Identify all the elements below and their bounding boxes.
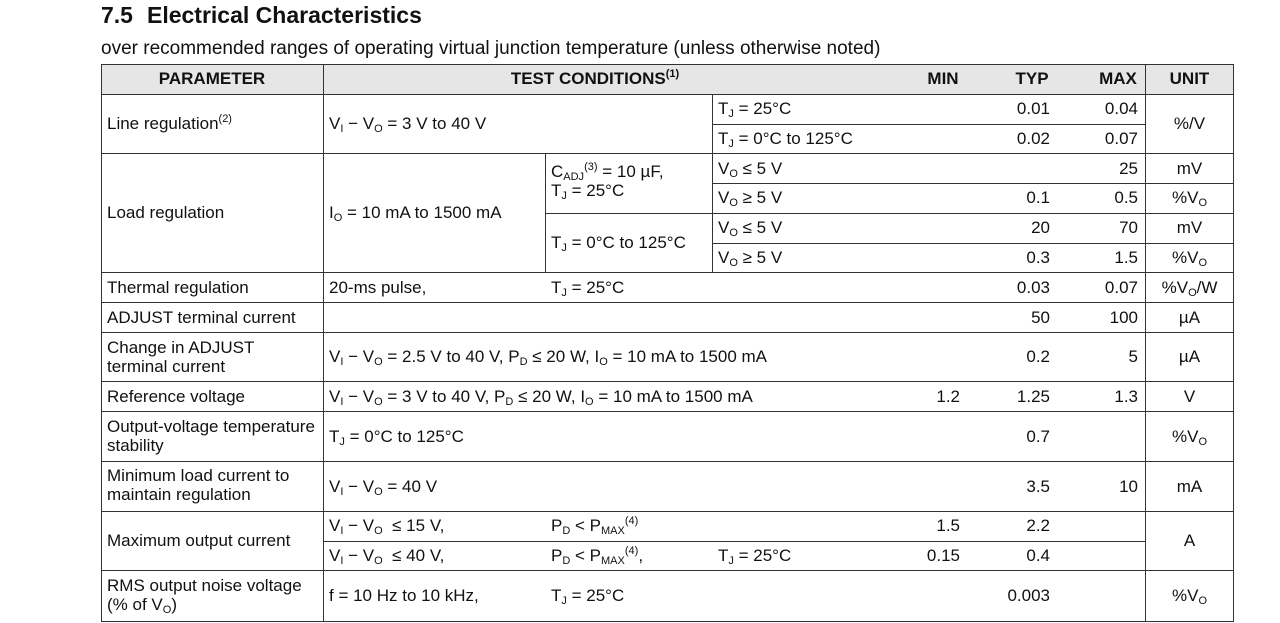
typ-thermal: 0.03 xyxy=(1016,278,1050,297)
cond-load-tj-range: $T_J = 0^\circ C$ to 125°C xyxy=(551,233,686,254)
unit-min-load: mA xyxy=(1176,477,1203,496)
unit-reference-voltage: V xyxy=(1183,387,1196,406)
max-min-load: 10 xyxy=(1119,477,1138,496)
unit-temp-stability: $\%V_O$ xyxy=(1171,427,1208,448)
cond-thermal-tj: $T_J = 25^\circ C$ xyxy=(551,278,625,299)
cond-min-load: $V_I - V_O = 40$ V xyxy=(329,477,438,498)
typ-load-2: 0.1 xyxy=(1026,188,1050,207)
cond-max-out-1b: $P_D < P_{MAX}^{(4)}$ xyxy=(551,515,639,537)
cond-max-out-2a: $V_I - V_O \le 40$ V, xyxy=(329,546,445,567)
cond-load-vo-ge5-a: $V_O \ge 5$ V xyxy=(718,188,783,209)
typ-line-reg-2: 0.02 xyxy=(1016,129,1050,148)
typ-adjust-current: 50 xyxy=(1031,308,1050,327)
typ-change-adjust: 0.2 xyxy=(1026,347,1050,366)
max-load-3: 70 xyxy=(1119,218,1138,237)
param-change-adjust: Change in ADJUST terminal current xyxy=(107,338,255,376)
typ-line-reg-1: 0.01 xyxy=(1016,99,1050,118)
cond-max-out-2b: $P_D < P_{MAX}^{(4)}$, xyxy=(551,545,644,567)
header-test-conditions xyxy=(323,69,867,89)
cond-rms-tj: $T_J = 25^\circ C$ xyxy=(551,586,625,607)
section-title-text: Electrical Characteristics xyxy=(146,2,422,28)
min-max-out-2: 0.15 xyxy=(926,546,960,565)
cond-load-regulation: $I_O = 10$ mA to 1500 mA xyxy=(329,203,502,224)
unit-load-4: $\%V_O$ xyxy=(1171,248,1208,269)
cond-load-cadj: $C_{ADJ}^{(3)} = 10$ µF, $T_J = 25^\circ C$ xyxy=(551,161,664,202)
cond-rms-freq: f = 10 Hz to 10 kHz, xyxy=(329,586,479,605)
cond-change-adjust: $V_I - V_O = 2.5$ V to 40 V, $P_D \le 20$ W, $I_O = 10$ mA to 1500 mA xyxy=(329,347,768,368)
header-typ: TYP xyxy=(1015,69,1049,88)
cond-load-vo-le5-a: $V_O \le 5$ V xyxy=(718,159,783,180)
typ-reference-voltage: 1.25 xyxy=(1016,387,1050,406)
unit-thermal: $\%V_O/W$ xyxy=(1161,278,1218,299)
max-line-reg-1: 0.04 xyxy=(1104,99,1138,118)
header-unit: UNIT xyxy=(1169,69,1210,88)
table-subtitle: over recommended ranges of operating virtual junction temperature (unless otherwise noted) xyxy=(101,38,881,59)
param-thermal-regulation: Thermal regulation xyxy=(107,278,249,297)
cond-load-vo-le5-b: $V_O \le 5$ V xyxy=(718,218,783,239)
cond-max-out-2c: $T_J = 25^\circ C$ xyxy=(718,546,792,567)
unit-line-reg: %/V xyxy=(1173,114,1206,133)
param-adjust-current: ADJUST terminal current xyxy=(107,308,296,327)
cond-line-reg-tj-range: $T_J = 0^\circ C$ to 125°C xyxy=(718,129,853,150)
typ-temp-stability: 0.7 xyxy=(1026,427,1050,446)
header-test-conditions-note: (1) xyxy=(665,68,680,80)
param-max-output: Maximum output current xyxy=(107,531,291,550)
cond-thermal-pulse: 20-ms pulse, xyxy=(329,278,427,297)
max-reference-voltage: 1.3 xyxy=(1114,387,1138,406)
typ-max-out-2: 0.4 xyxy=(1026,546,1050,565)
unit-rms-noise: $\%V_O$ xyxy=(1171,586,1208,607)
typ-load-3: 20 xyxy=(1031,218,1050,237)
unit-max-output: A xyxy=(1183,531,1196,550)
param-temp-stability: Output-voltage temperature stability xyxy=(107,417,315,455)
typ-min-load: 3.5 xyxy=(1026,477,1050,496)
section-number: 7.5 xyxy=(101,2,133,28)
cond-temp-stability: $T_J = 0^\circ C$ to 125°C xyxy=(329,427,464,448)
param-rms-noise: RMS output noise voltage (% of $V_O$) xyxy=(107,576,302,616)
min-reference-voltage: 1.2 xyxy=(936,387,960,406)
param-line-regulation xyxy=(107,114,232,134)
cond-load-vo-ge5-b: $V_O \ge 5$ V xyxy=(718,248,783,269)
cond-line-reg-tj25: $T_J = 25^\circ C$ xyxy=(718,99,792,120)
max-load-4: 1.5 xyxy=(1114,248,1138,267)
header-max: MAX xyxy=(1099,69,1137,88)
typ-rms-noise: 0.003 xyxy=(1007,586,1050,605)
unit-load-1: mV xyxy=(1176,159,1203,178)
unit-adjust-current: µA xyxy=(1178,308,1201,327)
cond-max-out-1a: $V_I - V_O \le 15$ V, xyxy=(329,516,445,537)
unit-change-adjust: µA xyxy=(1178,347,1201,366)
max-change-adjust: 5 xyxy=(1128,347,1138,366)
max-line-reg-2: 0.07 xyxy=(1104,129,1138,148)
max-thermal: 0.07 xyxy=(1104,278,1138,297)
max-adjust-current: 100 xyxy=(1109,308,1138,327)
param-line-regulation-note: (2) xyxy=(218,113,232,125)
param-load-regulation: Load regulation xyxy=(107,203,225,222)
param-reference-voltage: Reference voltage xyxy=(107,387,245,406)
param-min-load: Minimum load current to maintain regulation xyxy=(107,466,290,504)
header-test-conditions-label: TEST CONDITIONS xyxy=(510,69,666,88)
unit-load-2: $\%V_O$ xyxy=(1171,188,1208,209)
cond-line-regulation: $V_I - V_O = 3$ V to 40 V xyxy=(329,114,487,135)
header-parameter: PARAMETER xyxy=(158,69,266,88)
min-max-out-1: 1.5 xyxy=(936,516,960,535)
param-line-regulation-label: Line regulation xyxy=(107,114,219,133)
max-load-1: 25 xyxy=(1119,159,1138,178)
unit-load-3: mV xyxy=(1176,218,1203,237)
max-load-2: 0.5 xyxy=(1114,188,1138,207)
typ-load-4: 0.3 xyxy=(1026,248,1050,267)
typ-max-out-1: 2.2 xyxy=(1026,516,1050,535)
cond-reference-voltage: $V_I - V_O = 3$ V to 40 V, $P_D \le 20$ W, $I_O = 10$ mA to 1500 mA xyxy=(329,387,753,408)
header-min: MIN xyxy=(927,69,959,88)
